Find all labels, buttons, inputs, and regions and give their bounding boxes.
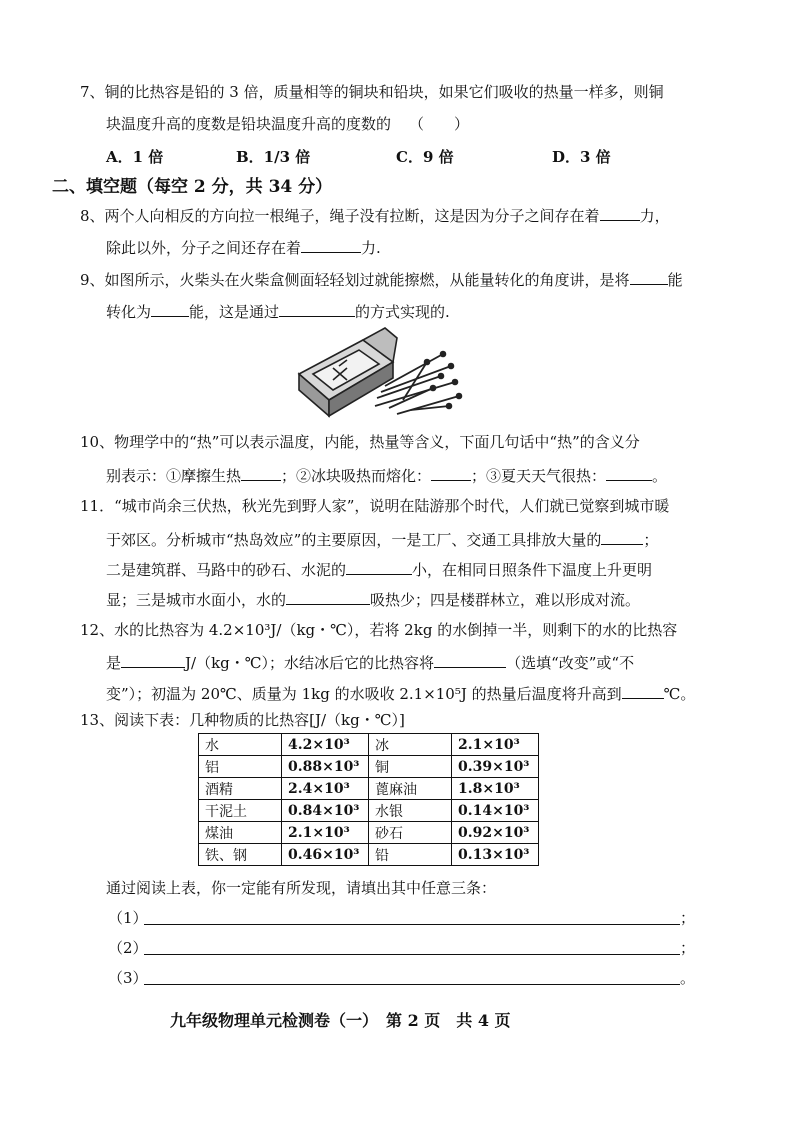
substance-name: 干泥土 <box>199 800 282 822</box>
substance-name: 蓖麻油 <box>369 778 452 800</box>
q8-line2: 除此以外，分子之间还存在着 力. <box>106 236 381 258</box>
q9-line1: 9、如图所示，火柴头在火柴盒侧面轻轻划过就能擦燃，从能量转化的角度讲，是将 能 <box>80 268 683 290</box>
heat-value: 0.84×10³ <box>282 800 369 822</box>
q10-blank-1[interactable] <box>241 464 281 481</box>
q10-line1: 10、物理学中的“热”可以表示温度，内能，热量等含义，下面几句话中“热”的含义分 <box>80 433 640 451</box>
heat-value: 0.14×10³ <box>452 800 539 822</box>
table-row <box>199 756 539 778</box>
answer-label-1: （1） <box>108 909 148 927</box>
table-row <box>199 734 539 756</box>
q11-line4: 显；三是城市水面小，水的 吸热少；四是楼群林立，难以形成对流。 <box>106 588 640 610</box>
answer-line-2[interactable] <box>144 954 680 955</box>
q7-option-c[interactable]: C．9 倍 <box>396 148 454 166</box>
substance-name: 砂石 <box>369 822 452 844</box>
q8-line1: 8、两个人向相反的方向拉一根绳子，绳子没有拉断，这是因为分子之间存在着 力， <box>80 204 670 226</box>
q8-blank-2[interactable] <box>301 236 361 253</box>
answer-end-1: ； <box>680 909 696 927</box>
substance-name: 酒精 <box>199 778 282 800</box>
q9-blank-1[interactable] <box>630 268 668 285</box>
heat-value: 0.39×10³ <box>452 756 539 778</box>
specific-heat-table <box>198 733 539 866</box>
q12-blank-3[interactable] <box>622 682 664 699</box>
q7-option-b[interactable]: B．1/3 倍 <box>236 148 311 166</box>
q11-blank-1[interactable] <box>601 528 643 545</box>
q11-line1: 11．“城市尚余三伏热，秋光先到野人家”，说明在陆游那个时代，人们就已觉察到城市暖 <box>80 497 670 515</box>
q11-line3: 二是建筑群、马路中的砂石、水泥的 小，在相同日照条件下温度上升更明 <box>106 558 652 580</box>
answer-label-2: （2） <box>108 939 148 957</box>
q7-line2: 块温度升高的度数是铅块温度升高的度数的 （ ） <box>106 115 470 133</box>
matchbox-figure <box>293 326 473 422</box>
substance-name: 铅 <box>369 844 452 866</box>
heat-value: 2.1×10³ <box>282 822 369 844</box>
answer-end-3: 。 <box>680 969 696 987</box>
q10-blank-3[interactable] <box>606 464 652 481</box>
q9-blank-2[interactable] <box>151 300 189 317</box>
q13-prompt: 通过阅读上表，你一定能有所发现，请填出其中任意三条： <box>106 879 497 897</box>
substance-name: 煤油 <box>199 822 282 844</box>
page-footer: 九年级物理单元检测卷（一） 第 2 页 共 4 页 <box>170 1011 511 1030</box>
heat-value: 0.13×10³ <box>452 844 539 866</box>
q12-blank-2[interactable] <box>434 651 506 668</box>
substance-name: 铝 <box>199 756 282 778</box>
q7-line1: 7、铜的比热容是铅的 3 倍，质量相等的铜块和铅块，如果它们吸收的热量一样多，则铜 <box>80 83 664 101</box>
q12-line1: 12、水的比热容为 4.2×10³J/（kg・℃），若将 2kg 的水倒掉一半，则剩下的水的比热容 <box>80 621 678 639</box>
heat-value: 1.8×10³ <box>452 778 539 800</box>
substance-name: 冰 <box>369 734 452 756</box>
heat-value: 2.1×10³ <box>452 734 539 756</box>
heat-value: 0.46×10³ <box>282 844 369 866</box>
q12-line2: 是 J/（kg・℃）；水结冰后它的比热容将 （选填“改变”或“不 <box>106 651 634 673</box>
q11-blank-3[interactable] <box>286 588 370 605</box>
q9-line2: 转化为 能，这是通过 的方式实现的. <box>106 300 450 322</box>
heat-value: 2.4×10³ <box>282 778 369 800</box>
q7-option-a[interactable]: A．1 倍 <box>106 148 164 166</box>
substance-name: 铜 <box>369 756 452 778</box>
q13-title: 13、阅读下表：几种物质的比热容[J/（kg・℃）] <box>80 711 405 729</box>
q8-blank-1[interactable] <box>600 204 640 221</box>
substance-name: 水 <box>199 734 282 756</box>
table-row <box>199 778 539 800</box>
answer-paren: （ ） <box>409 115 470 133</box>
table-row <box>199 800 539 822</box>
heat-value: 0.92×10³ <box>452 822 539 844</box>
answer-line-1[interactable] <box>144 924 680 925</box>
answer-end-2: ； <box>680 939 696 957</box>
heat-value: 0.88×10³ <box>282 756 369 778</box>
q10-blank-2[interactable] <box>431 464 471 481</box>
q12-blank-1[interactable] <box>121 651 185 668</box>
q11-line2: 于郊区。分析城市“热岛效应”的主要原因，一是工厂、交通工具排放大量的 ； <box>106 528 658 550</box>
q11-blank-2[interactable] <box>346 558 412 575</box>
q9-blank-3[interactable] <box>279 300 355 317</box>
q12-line3: 变”）；初温为 20℃、质量为 1kg 的水吸收 2.1×10⁵J 的热量后温度将升高到 ℃。 <box>106 682 695 704</box>
substance-name: 水银 <box>369 800 452 822</box>
q7-option-d[interactable]: D．3 倍 <box>552 148 611 166</box>
answer-label-3: （3） <box>108 969 148 987</box>
table-row <box>199 822 539 844</box>
heat-value: 4.2×10³ <box>282 734 369 756</box>
substance-name: 铁、钢 <box>199 844 282 866</box>
q10-line2: 别表示：①摩擦生热 ；②冰块吸热而熔化： ；③夏天天气很热： 。 <box>106 464 667 486</box>
table-row <box>199 844 539 866</box>
section-title: 二、填空题（每空 2 分，共 34 分） <box>52 177 333 197</box>
answer-line-3[interactable] <box>144 984 680 985</box>
